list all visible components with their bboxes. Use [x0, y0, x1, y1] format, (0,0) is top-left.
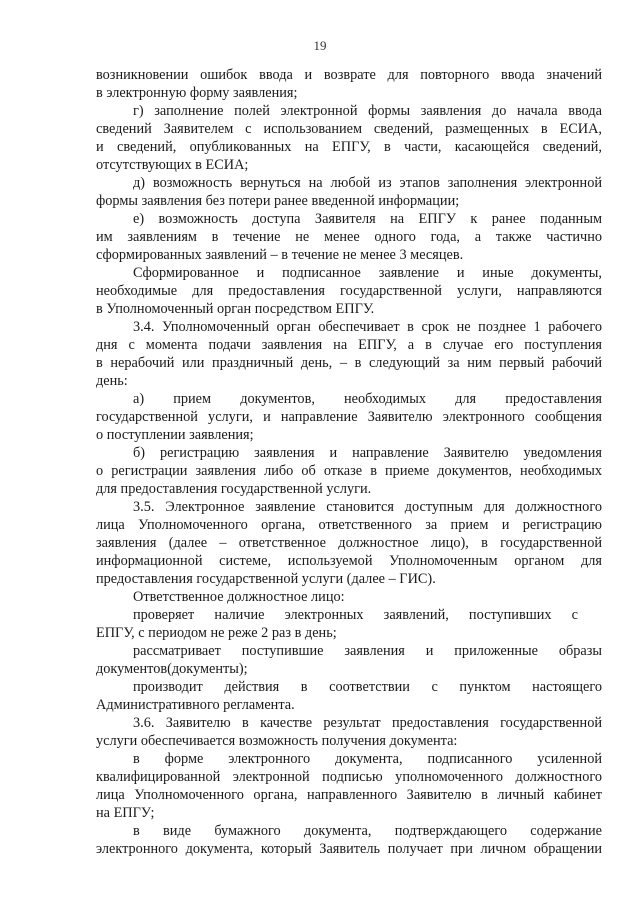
text-line: в нерабочий или праздничный день, – в следующий за ним первый рабочий: [96, 355, 602, 371]
text-line: г) заполнение полей электронной формы заявления до начала ввода: [133, 103, 602, 119]
text-line: проверяет наличие электронных заявлений, поступивших с: [133, 607, 578, 623]
text-line: предоставления государственной услуги (далее – ГИС).: [96, 571, 436, 587]
text-line: в форме электронного документа, подписанного усиленной: [133, 751, 602, 767]
text-line: а) прием документов, необходимых для предоставления: [133, 391, 602, 407]
text-line: Ответственное должностное лицо:: [133, 589, 345, 605]
text-line: и сведений, опубликованных на ЕПГУ, в части, касающейся сведений,: [96, 139, 602, 155]
text-line: лица Уполномоченного органа, ответственного за прием и регистрацию: [96, 517, 602, 533]
text-line: е) возможность доступа Заявителя на ЕПГУ к ранее поданным: [133, 211, 602, 227]
text-line: рассматривает поступившие заявления и приложенные образы: [133, 643, 602, 659]
text-line: заявления (далее – ответственное должностное лицо), в государственной: [96, 535, 602, 551]
text-line: производит действия в соответствии с пунктом настоящего: [133, 679, 602, 695]
text-line: дня с момента подачи заявления на ЕПГУ, а в случае его поступления: [96, 337, 602, 353]
text-line: Административного регламента.: [96, 697, 295, 713]
text-line: для предоставления государственной услуги.: [96, 481, 372, 497]
text-line: 3.6. Заявителю в качестве результат предоставления государственной: [133, 715, 602, 731]
text-line: 3.5. Электронное заявление становится доступным для должностного: [133, 499, 602, 515]
text-line: отсутствующих в ЕСИА;: [96, 157, 249, 173]
text-line: в виде бумажного документа, подтверждающего содержание: [133, 823, 602, 839]
text-line: документов(документы);: [96, 661, 248, 677]
text-line: квалифицированной электронной подписью уполномоченного должностного: [96, 769, 602, 785]
page-number: 19: [313, 38, 327, 53]
text-line: д) возможность вернуться на любой из этапов заполнения электронной: [133, 175, 602, 191]
text-line: день:: [96, 373, 128, 389]
text-line: в Уполномоченный орган посредством ЕПГУ.: [96, 301, 375, 317]
text-line: им заявлениям в течение не менее одного года, а также частично: [96, 229, 602, 245]
text-line: сформированных заявлений – в течение не менее 3 месяцев.: [96, 247, 464, 263]
text-line: на ЕПГУ;: [96, 805, 155, 821]
text-line: о регистрации заявления либо об отказе в приеме документов, необходимых: [96, 463, 602, 479]
text-line: государственной услуги, и направление Заявителю электронного сообщения: [96, 409, 602, 425]
text-line: возникновении ошибок ввода и возврате для повторного ввода значений: [96, 67, 602, 83]
text-line: услуги обеспечивается возможность получения документа:: [96, 733, 458, 749]
text-line: б) регистрацию заявления и направление Заявителю уведомления: [133, 445, 602, 461]
text-line: формы заявления без потери ранее введенной информации;: [96, 193, 460, 209]
text-line: сведений Заявителем с использованием сведений, размещенных в ЕСИА,: [96, 121, 602, 137]
text-line: 3.4. Уполномоченный орган обеспечивает в срок не позднее 1 рабочего: [133, 319, 602, 335]
text-line: Сформированное и подписанное заявление и иные документы,: [133, 265, 602, 281]
text-line: о поступлении заявления;: [96, 427, 254, 443]
text-line: в электронную форму заявления;: [96, 85, 298, 101]
text-line: лица Уполномоченного органа, направленного Заявителю в личный кабинет: [96, 787, 602, 803]
text-line: необходимые для предоставления государственной услуги, направляются: [96, 283, 602, 299]
text-line: ЕПГУ, с периодом не реже 2 раз в день;: [96, 625, 337, 641]
text-line: информационной системе, используемой Уполномоченным органом для: [96, 553, 602, 569]
text-line: электронного документа, который Заявитель получает при личном обращении: [96, 841, 602, 857]
